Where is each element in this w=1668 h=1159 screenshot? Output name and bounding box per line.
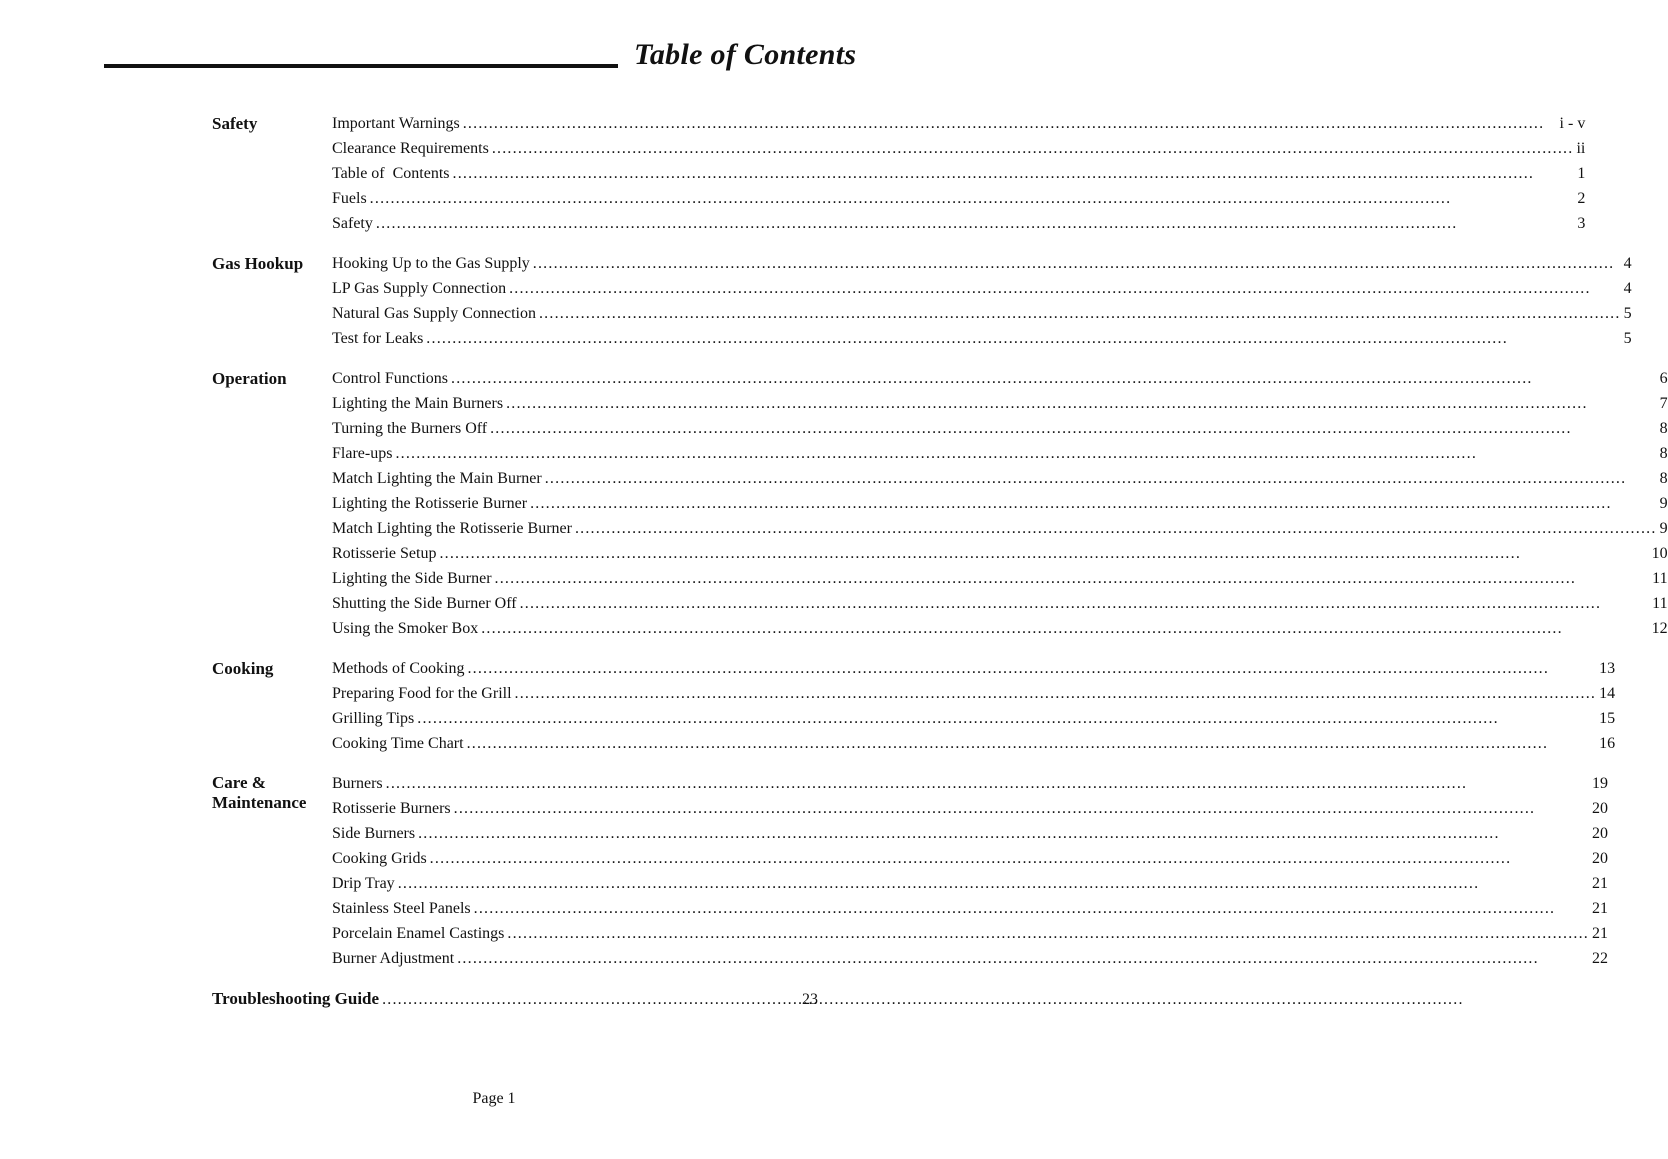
dot-leader	[426, 326, 1620, 351]
section-title-line: Maintenance	[212, 793, 307, 812]
toc-section-care-maintenance	[212, 771, 1609, 971]
dot-leader	[492, 136, 1574, 161]
entry-label: Burners	[332, 775, 383, 792]
toc-entry[interactable]	[332, 921, 1608, 946]
entry-page: 10	[1651, 545, 1668, 562]
dot-leader	[545, 466, 1657, 491]
dot-leader	[474, 896, 1589, 921]
section-entries	[332, 771, 1608, 971]
entry-label: Match Lighting the Main Burner	[332, 470, 542, 487]
entry-page: 7	[1659, 395, 1668, 412]
section-title	[212, 771, 332, 971]
entry-label: Cooking Grids	[332, 850, 427, 867]
entry-label: Lighting the Main Burners	[332, 395, 504, 412]
dot-leader	[439, 541, 1648, 566]
entry-page: 5	[1623, 305, 1632, 322]
entry-label: Rotisserie Setup	[332, 545, 437, 562]
entry-page: 8	[1659, 445, 1668, 462]
dot-leader	[382, 991, 799, 1009]
entry-label: Match Lighting the Rotisserie Burner	[332, 520, 572, 537]
dot-leader	[370, 186, 1575, 211]
dot-leader	[398, 871, 1589, 896]
dot-leader	[520, 591, 1650, 616]
page-title: Table of Contents	[634, 38, 857, 71]
entry-label: Burner Adjustment	[332, 950, 455, 967]
entry-page: 13	[1599, 660, 1616, 677]
toc-entry[interactable]	[332, 516, 1668, 541]
entry-page: 19	[1592, 775, 1609, 792]
section-entries	[332, 251, 1632, 351]
entry-page: 20	[1592, 825, 1609, 842]
toc-entry[interactable]	[332, 846, 1608, 871]
toc-entry[interactable]	[332, 656, 1615, 681]
dot-leader	[418, 821, 1589, 846]
entry-page: 11	[1652, 570, 1668, 587]
entry-page: 8	[1659, 420, 1668, 437]
dot-leader	[506, 391, 1656, 416]
entry-page: 12	[1651, 620, 1668, 637]
entry-label: Lighting the Rotisserie Burner	[332, 495, 528, 512]
section-title: Cooking	[212, 659, 274, 678]
entry-page: 8	[1659, 470, 1668, 487]
entry-page: 20	[1592, 850, 1609, 867]
toc-entry[interactable]	[332, 161, 1585, 186]
toc-entry[interactable]	[332, 616, 1668, 641]
entry-label: LP Gas Supply Connection	[332, 280, 507, 297]
entry-label: Test for Leaks	[332, 330, 424, 347]
toc-entry[interactable]	[332, 681, 1615, 706]
entry-page: 23	[802, 991, 818, 1008]
dot-leader	[454, 796, 1589, 821]
entry-page: 3	[1577, 215, 1586, 232]
dot-leader	[509, 276, 1621, 301]
entry-label: Methods of Cooking	[332, 660, 465, 677]
toc-entry[interactable]	[332, 136, 1585, 161]
entry-label: Important Warnings	[332, 115, 460, 132]
dot-leader	[467, 656, 1596, 681]
dot-leader	[467, 731, 1597, 756]
toc-entry[interactable]	[332, 366, 1668, 391]
entry-page: 9	[1659, 520, 1668, 537]
entry-label: Control Functions	[332, 370, 449, 387]
dot-leader	[539, 301, 1621, 326]
entry-label: Natural Gas Supply Connection	[332, 305, 536, 322]
dot-leader	[495, 566, 1650, 591]
entry-label: Porcelain Enamel Castings	[332, 925, 505, 942]
entry-page: ii	[1576, 140, 1586, 157]
toc-entry[interactable]	[332, 946, 1608, 971]
toc-entry[interactable]	[332, 111, 1585, 136]
toc-section-safety	[212, 111, 1586, 236]
entry-label: Flare-ups	[332, 445, 393, 462]
toc-section-gas-hookup	[212, 251, 1632, 351]
toc-entry[interactable]	[332, 326, 1632, 351]
toc-entry[interactable]	[332, 566, 1668, 591]
toc-entry[interactable]	[332, 871, 1608, 896]
dot-leader	[575, 516, 1657, 541]
section-entries	[332, 656, 1615, 756]
toc-section-operation	[212, 366, 1668, 641]
section-title: Safety	[212, 114, 258, 133]
dot-leader	[530, 491, 1656, 516]
entry-page: 16	[1599, 735, 1616, 752]
dot-leader	[417, 706, 1596, 731]
dot-leader	[533, 251, 1621, 276]
toc-entry[interactable]	[332, 731, 1615, 756]
dot-leader	[451, 366, 1657, 391]
toc-entry[interactable]	[332, 706, 1615, 731]
entry-page: 6	[1659, 370, 1668, 387]
toc-entry[interactable]	[332, 796, 1608, 821]
entry-label: Fuels	[332, 190, 367, 207]
toc-entry[interactable]	[332, 276, 1632, 301]
entry-page: 5	[1623, 330, 1632, 347]
section-entries	[332, 366, 1668, 641]
entry-page: 21	[1592, 925, 1609, 942]
entry-page: 2	[1577, 190, 1586, 207]
entry-label: Rotisserie Burners	[332, 800, 451, 817]
entry-page: 15	[1599, 710, 1616, 727]
toc-entry[interactable]	[332, 391, 1668, 416]
entry-page: 21	[1592, 875, 1609, 892]
entry-label: Turning the Burners Off	[332, 420, 488, 437]
dot-leader	[490, 416, 1656, 441]
toc-entry[interactable]	[332, 896, 1608, 921]
toc-entry[interactable]	[332, 251, 1632, 276]
dot-leader	[395, 441, 1656, 466]
toc-entry[interactable]	[332, 211, 1585, 236]
entry-label: Drip Tray	[332, 875, 395, 892]
entry-label: Safety	[332, 215, 373, 232]
entry-page: 1	[1577, 165, 1586, 182]
table-of-contents	[212, 111, 1668, 1011]
dot-leader	[376, 211, 1574, 236]
entry-page: 9	[1659, 495, 1668, 512]
header-rule	[104, 64, 618, 68]
dot-leader	[457, 946, 1589, 971]
toc-entry[interactable]	[332, 821, 1608, 846]
section-title: Gas Hookup	[212, 254, 304, 273]
dot-leader	[481, 616, 1648, 641]
toc-entry[interactable]	[332, 186, 1585, 211]
dot-leader	[515, 681, 1597, 706]
toc-entry[interactable]	[332, 591, 1668, 616]
entry-label: Table of Contents	[332, 165, 450, 182]
entry-label: Clearance Requirements	[332, 140, 489, 157]
dot-leader	[453, 161, 1575, 186]
dot-leader	[430, 846, 1589, 871]
page-number-footer: Page 1	[472, 1090, 516, 1107]
entry-page: 22	[1592, 950, 1609, 967]
entry-page: 4	[1623, 280, 1632, 297]
entry-label: Hooking Up to the Gas Supply	[332, 255, 530, 272]
entry-label: Cooking Time Chart	[332, 735, 464, 752]
entry-page: 14	[1599, 685, 1616, 702]
toc-entry[interactable]	[332, 466, 1668, 491]
entry-label: Preparing Food for the Grill	[332, 685, 512, 702]
section-title: Troubleshooting Guide	[212, 989, 380, 1008]
entry-label: Using the Smoker Box	[332, 620, 479, 637]
toc-entry[interactable]	[332, 541, 1668, 566]
entry-label: Shutting the Side Burner Off	[332, 595, 517, 612]
toc-entry[interactable]	[332, 771, 1608, 796]
entry-page: 20	[1592, 800, 1609, 817]
toc-entry[interactable]	[332, 416, 1668, 441]
entry-label: Side Burners	[332, 825, 416, 842]
section-title-line: Care &	[212, 773, 266, 792]
entry-label: Stainless Steel Panels	[332, 900, 471, 917]
entry-page: i - v	[1559, 115, 1586, 132]
entry-page: 4	[1623, 255, 1632, 272]
toc-entry[interactable]	[332, 491, 1668, 516]
dot-leader	[463, 111, 1557, 136]
toc-entry-troubleshooting[interactable]	[212, 986, 818, 1011]
toc-entry[interactable]	[332, 301, 1632, 326]
entry-label: Lighting the Side Burner	[332, 570, 492, 587]
section-entries	[332, 111, 1585, 236]
toc-section-cooking	[212, 656, 1616, 756]
entry-page: 11	[1652, 595, 1668, 612]
dot-leader	[507, 921, 1589, 946]
dot-leader	[386, 771, 1589, 796]
toc-entry[interactable]	[332, 441, 1668, 466]
section-title: Operation	[212, 369, 287, 388]
entry-label: Grilling Tips	[332, 710, 415, 727]
entry-page: 21	[1592, 900, 1609, 917]
